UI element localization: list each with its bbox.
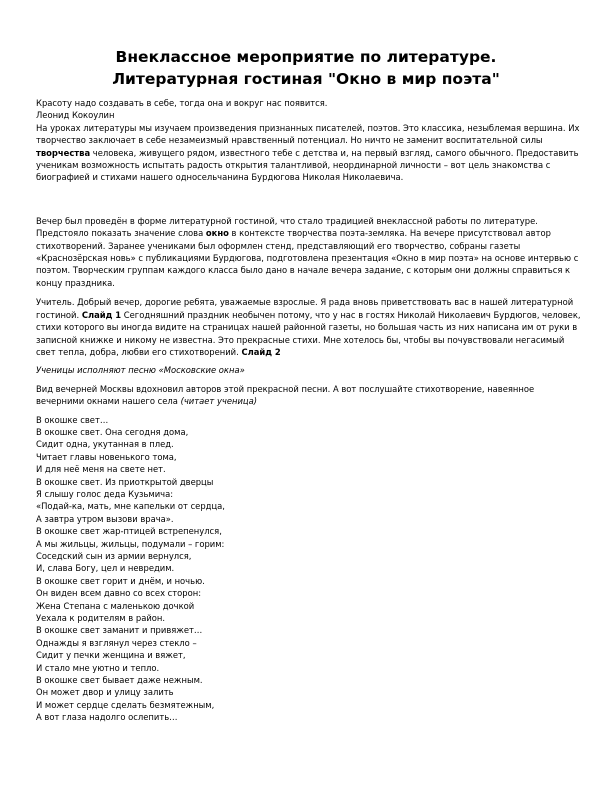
intro-text-start: На уроках литературы мы изучаем произведения признанных писателей, поэтов. Это классика, незыблемая вершина. Их творчество заключает в себе незамеизмый нравственный потенциал. Но ничто не заменит воспитательной силы [36,122,580,146]
poem-line: Жена Степана с маленькою дочкой [36,600,195,611]
title-line-2: Литературная гостиная "Окно в мир поэта" [112,70,500,88]
poem-line: В окошке свет бывает даже нежным. [36,675,203,686]
evening-text-start: Вечер был проведён в форме литературной гостиной, что стало традицией внеклассной работы по литературе. Предстояло показать значение слова [36,215,538,239]
poem-line: А мы жильцы, жильцы, подумали – горим: [36,538,225,549]
poem-line: В окошке свет… [36,414,109,425]
poem-line: А завтра утром вызови врача». [36,513,174,524]
poem-line: В окошке свет заманит и привяжет… [36,625,203,636]
document-body [36,97,584,724]
slide-2-label: Слайд 2 [241,346,281,357]
epigraph-author: Леонид Кокоулин [36,110,115,121]
document-title [0,46,612,90]
poem-line: И стало мне уютно и тепло. [36,662,160,673]
poem-line: Он может двор и улицу залить [36,687,174,698]
poem-line: Однажды я взглянул через стекло – [36,637,197,648]
poem-line: А вот глаза надолго ослепить… [36,712,178,723]
poem-line: «Подай-ка, мать, мне капельки от сердца, [36,501,225,512]
slide-1-label: Слайд 1 [81,309,122,320]
evening-text-end: в контексте творчества поэта-земляка. На вечере присутствовал автор стихотворений. Заранее учениками был оформлен стенд, представляющий его творчество, собраны газеты «Краснозёрская новь» с публикациями Бурдюгова, подготовлена презентация «Окно в мир поэта» на основе интервью с поэтом. Творческим группам каждого класса было дано в начале вечера задание, с которым они должны справиться к концу праздника. [36,228,579,288]
poem-line: Он виден всем давно со всех сторон: [36,588,202,599]
poem-line: В окошке свет жар-птицей встрепенулся, [36,526,222,537]
title-line-1: Внеклассное мероприятие по литературе. [115,48,497,66]
poem-line: Читает главы новенького тома, [36,451,177,462]
poem [36,414,584,724]
poem-line: Сидит у печки женщина и вяжет, [36,650,186,661]
poem-line: Уехала к родителям в район. [36,613,166,624]
teacher-paragraph [36,296,584,358]
poem-line: И может сердце сделать безмятежным, [36,699,215,710]
poem-line: И, слава Богу, цел и невредим. [36,563,175,574]
evening-paragraph [36,215,584,289]
poem-line: И для неё меня на свете нет. [36,464,166,475]
evening-bold-word: окно [205,228,229,239]
teacher-text-1: Учитель. Добрый вечер, дорогие ребята, уважаемые взрослые. Я рада вновь приветствовать вас в нашей литературной гостиной. [36,297,574,320]
moscow-paragraph [36,383,584,408]
intro-bold-word: творчества [36,147,91,158]
poem-line: Сидит одна, укутанная в плед. [36,439,174,450]
moscow-note: (читает ученица) [180,396,258,407]
intro-text-end: человека, живущего рядом, известного тебе с детства и, на первый взгляд, самого обычного. Предоставить ученикам возможность испытать радость открытия талантливой, неординарной личности – вот цель знакомства с биографией и стихами нашего односельчанина Бурдюгова Николая Николаевича. [36,147,579,183]
poem-line: В окошке свет горит и днём, и ночью. [36,575,205,586]
poem-line: В окошке свет. Она сегодня дома, [36,426,189,437]
poem-line: В окошке свет. Из приоткрытой дверцы [36,476,214,487]
moscow-text: Вид вечерней Москвы вдохновил авторов этой прекрасной песни. А вот послушайте стихотворение, навеянное вечерними окнами нашего села [36,383,535,407]
intro-paragraph [36,122,584,184]
song-note: Ученицы исполняют песню «Московские окна» [36,365,245,376]
poem-line: Соседский сын из армии вернулся, [36,551,192,561]
teacher-text-2: Сегодняшний праздник необычен потому, что у нас в гостях Николай Николаевич Бурдюгов, человек, стихи которого вы иногда видите на страницах нашей районной газеты, но большая часть из них написана им от руки в записной книжке и никому не известна. Это прекрасные стихи. Мне хотелось бы, чтобы вы почувствовали негасимый свет тепла, добра, любви его стихотворений. [36,309,581,357]
epigraph-quote: Красоту надо создавать в себе, тогда она и вокруг нас появится. [36,98,328,108]
poem-line: Я слышу голос деда Кузьмича: [36,488,174,499]
